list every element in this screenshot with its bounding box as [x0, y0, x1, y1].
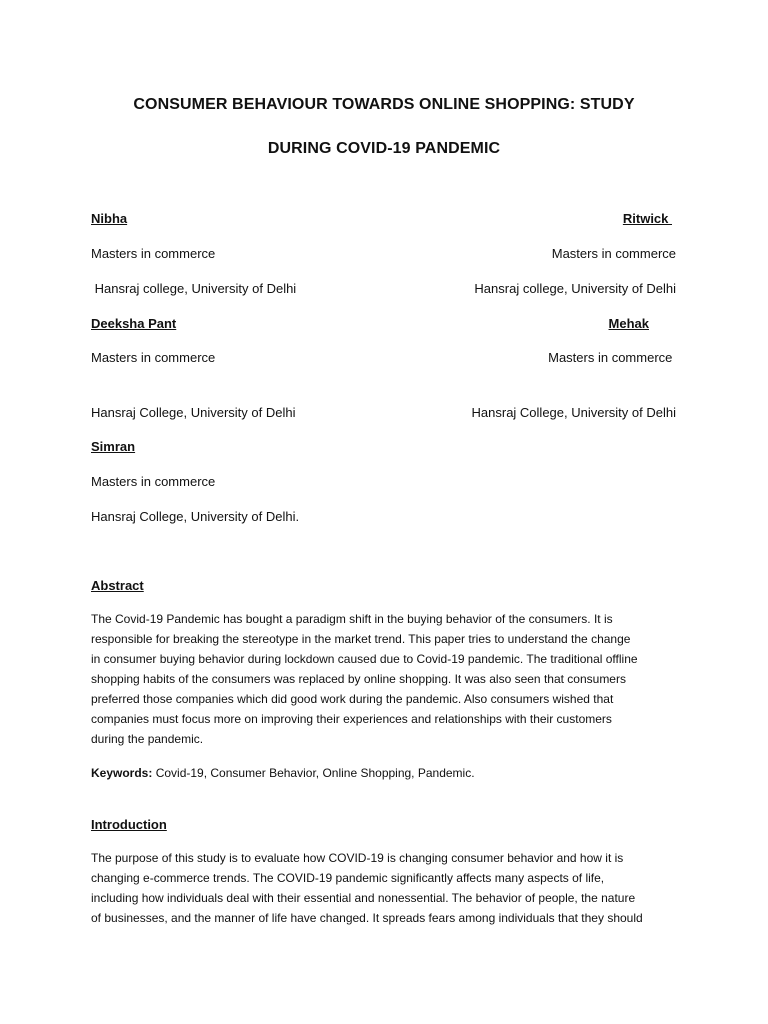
- abstract-line: companies must focus more on improving their experiences and relationships with their customers: [91, 712, 612, 726]
- author-affiliation-ritwick: Hansraj college, University of Delhi: [474, 281, 676, 296]
- abstract-line: during the pandemic.: [91, 732, 204, 746]
- author-degree-nibha: Masters in commerce: [91, 246, 216, 261]
- abstract-line: in consumer buying behavior during lockdown caused due to Covid-19 pandemic. The traditional offline: [91, 652, 638, 666]
- author-name-simran: Simran: [91, 439, 136, 454]
- abstract-line: responsible for breaking the stereotype in the market trend. This paper tries to understand the change: [91, 632, 631, 646]
- paper-title-line-1: CONSUMER BEHAVIOUR TOWARDS ONLINE SHOPPING: STUDY: [133, 96, 635, 113]
- author-degree-mehak: Masters in commerce: [548, 350, 676, 365]
- keywords-label: Keywords:: [91, 766, 153, 780]
- abstract-body: [91, 609, 681, 749]
- author-name-ritwick: Ritwick: [622, 211, 672, 226]
- abstract-heading: Abstract: [91, 578, 144, 593]
- introduction-line: including how individuals deal with their essential and nonessential. The behavior of people, the nature: [91, 891, 636, 905]
- introduction-line: changing e-commerce trends. The COVID-19 pandemic significantly affects many aspects of life,: [91, 871, 605, 885]
- introduction-heading: Introduction: [91, 817, 167, 832]
- keywords-line: [91, 763, 681, 783]
- introduction-body: [91, 848, 681, 928]
- author-affiliation-nibha: Hansraj college, University of Delhi: [91, 281, 297, 296]
- author-degree-deeksha-pant: Masters in commerce: [91, 350, 216, 365]
- author-degree-ritwick: Masters in commerce: [551, 246, 676, 261]
- abstract-line: preferred those companies which did good work during the pandemic. Also consumers wished that: [91, 692, 614, 706]
- abstract-line: The Covid-19 Pandemic has bought a paradigm shift in the buying behavior of the consumers. It is: [91, 612, 613, 626]
- paper-title-line-2: DURING COVID-19 PANDEMIC: [267, 140, 501, 157]
- author-affiliation-mehak: Hansraj College, University of Delhi: [471, 405, 676, 420]
- author-name-mehak: Mehak: [608, 316, 649, 331]
- author-degree-simran: Masters in commerce: [91, 474, 216, 489]
- introduction-line: of businesses, and the manner of life have changed. It spreads fears among individuals that they should: [91, 911, 643, 925]
- keywords-text: Covid-19, Consumer Behavior, Online Shopping, Pandemic.: [152, 766, 475, 780]
- author-name-deeksha-pant: Deeksha Pant: [91, 316, 177, 331]
- author-affiliation-simran: Hansraj College, University of Delhi.: [91, 509, 300, 524]
- author-affiliation-deeksha-pant: Hansraj College, University of Delhi: [91, 405, 296, 420]
- abstract-line: shopping habits of the consumers was replaced by online shopping. It was also seen that consumers: [91, 672, 626, 686]
- introduction-line: The purpose of this study is to evaluate how COVID-19 is changing consumer behavior and how it is: [91, 851, 624, 865]
- author-name-nibha: Nibha: [91, 211, 128, 226]
